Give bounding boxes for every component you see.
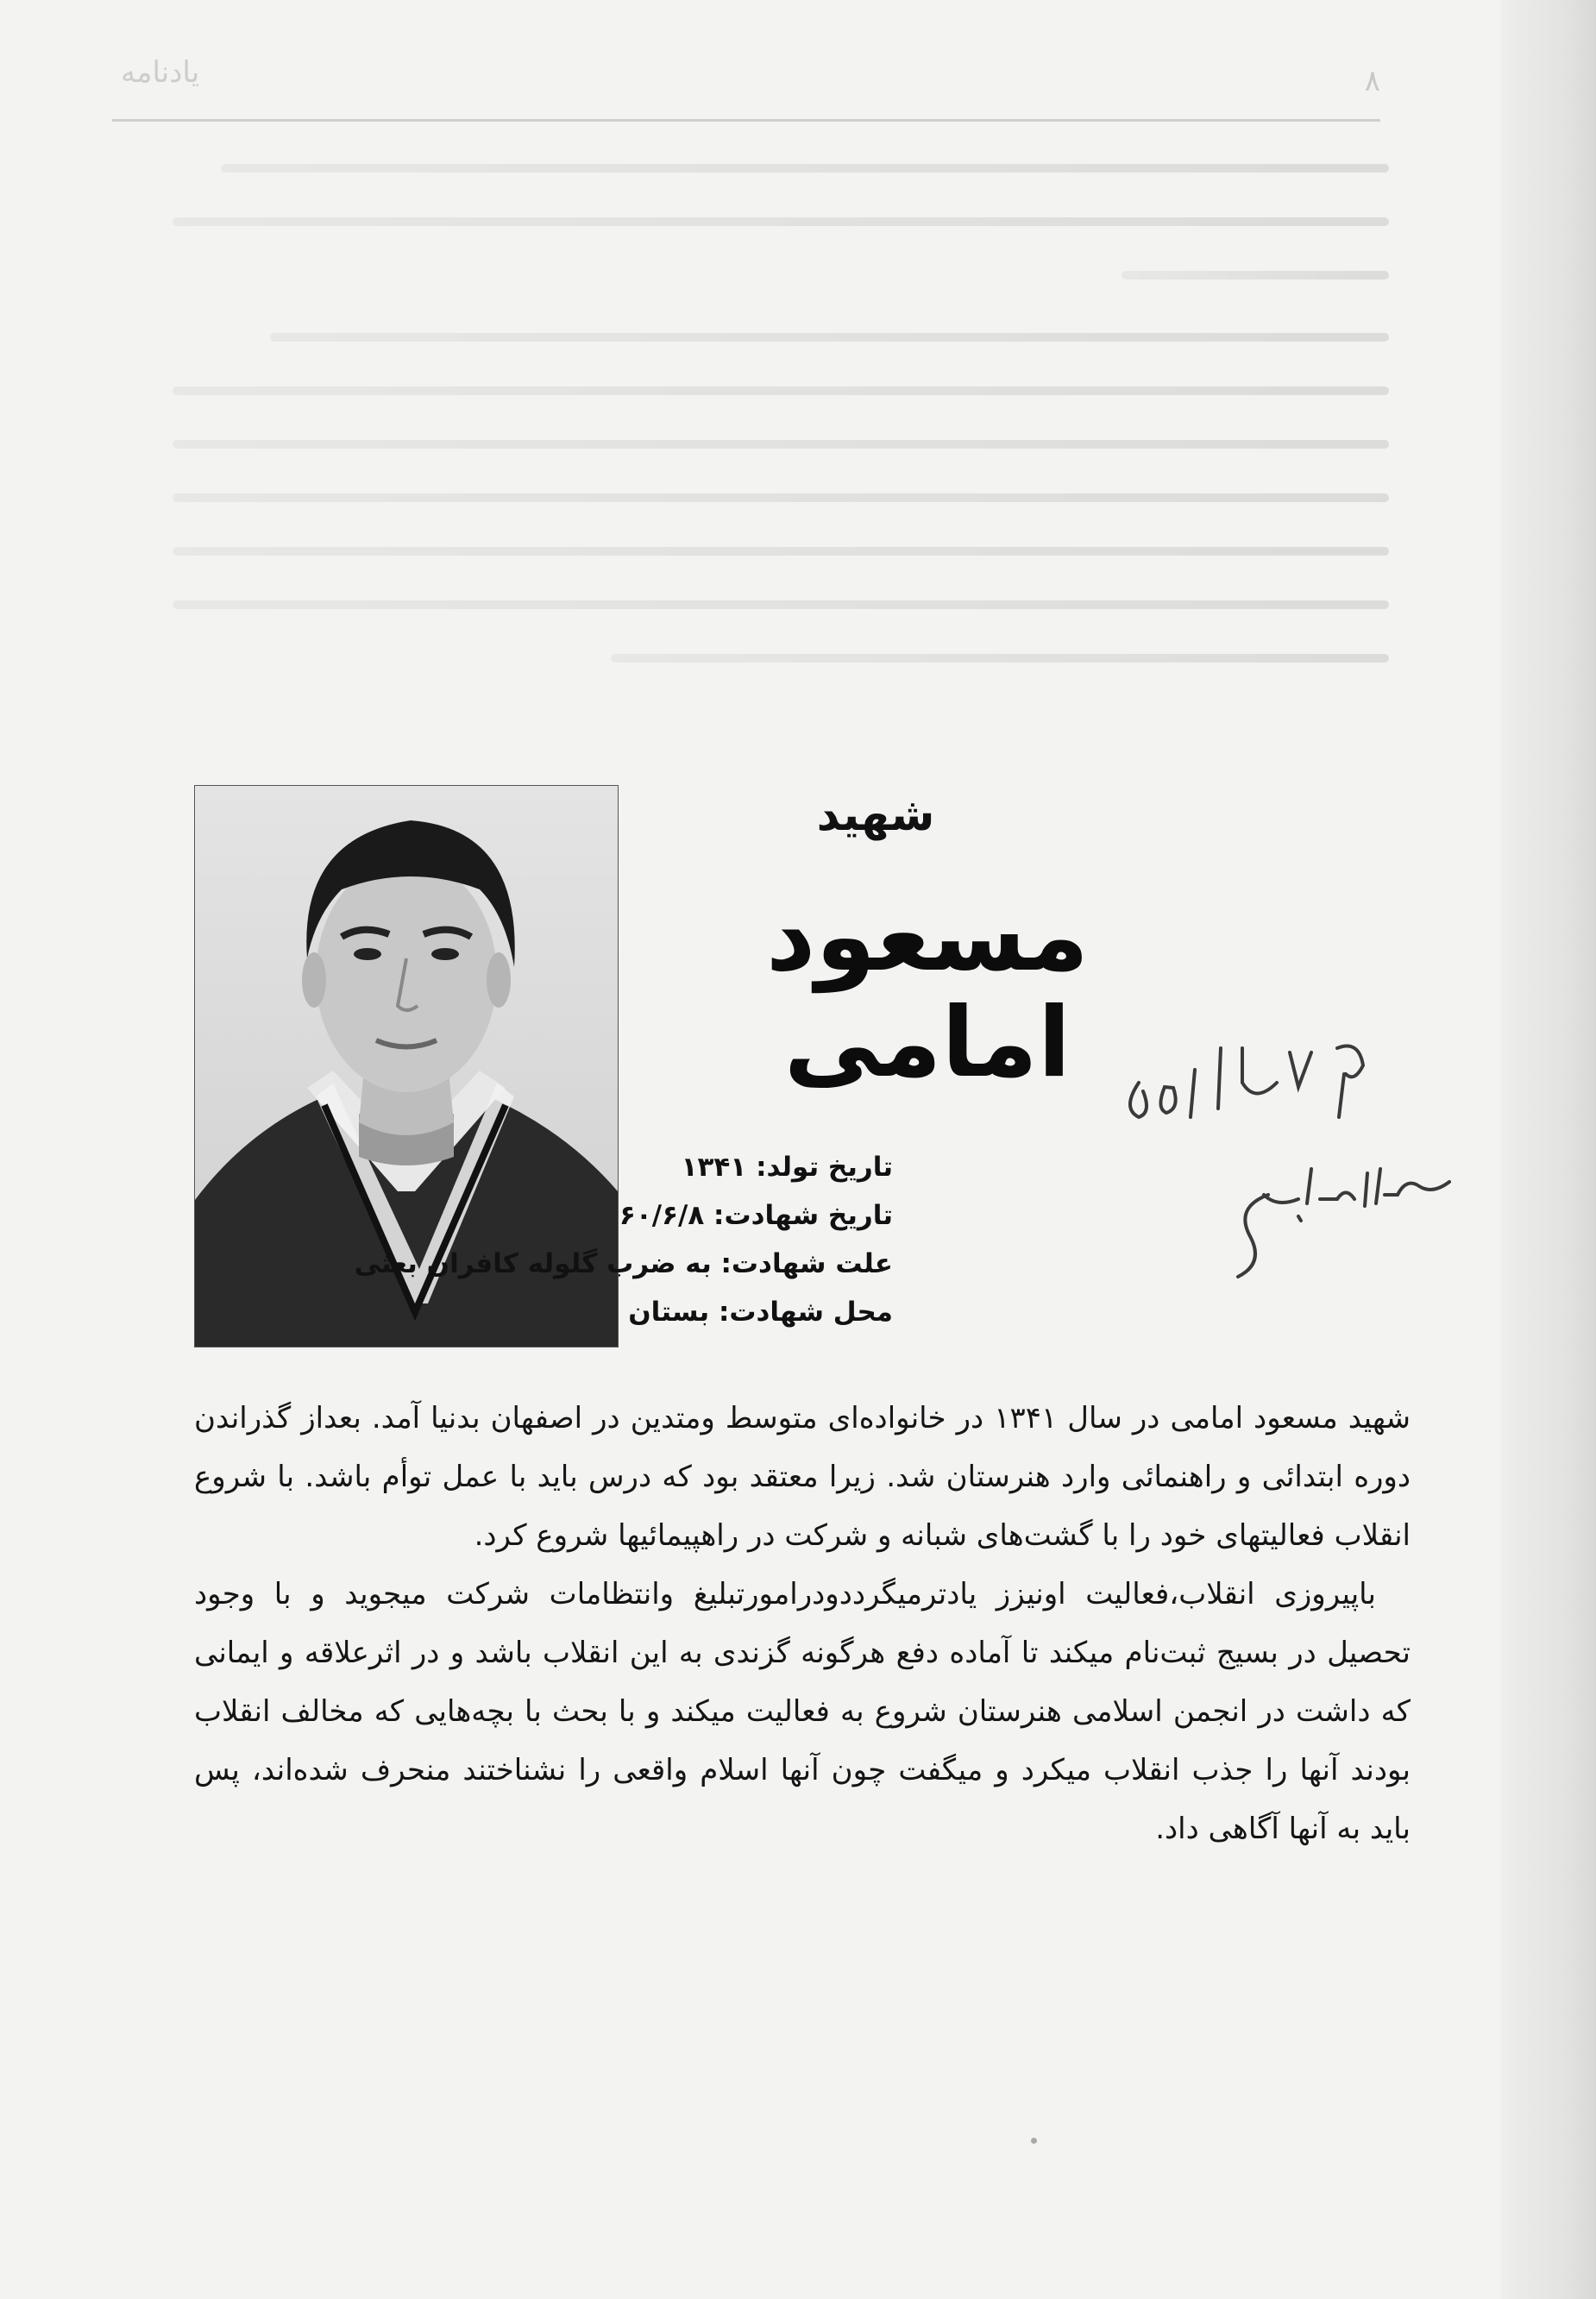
paragraph: شهید مسعود امامی در سال ۱۳۴۱ در خانواده‌ای متوسط ومتدین در اصفهان بدنیا آمد. بعداز گذراندن دوره ابتدائی و راهنمائی وارد هنرستان شد. زیرا معتقد بود که درس باید با عمل توأم باشد. با شروع انقلاب فعالیتهای خود را با گشت‌های شبانه و شرکت در راهپیمائیها شروع کرد. [194, 1401, 1411, 1553]
scan-speck [1031, 2138, 1037, 2144]
page-edge-shadow [1501, 0, 1596, 2299]
running-title: یادنامه [121, 55, 200, 90]
martyr-name: مسعود امامی [765, 881, 1090, 1100]
biographical-details [289, 1143, 893, 1336]
cause-of-martyrdom: علت شهادت: به ضرب گلوله کافران بعثی [354, 1248, 893, 1279]
martyrdom-date: تاریخ شهادت: ۶۰/۶/۸ [619, 1200, 893, 1231]
place-of-martyrdom: محل شهادت: بستان [628, 1297, 893, 1328]
handwritten-signature [1216, 1156, 1458, 1285]
paragraph: باپیروزی انقلاب،فعالیت اونیزز یادترمیگرددودرامورتبلیغ وانتظامات شرکت میجوید و با وجود تحصیل در بسیج ثبت‌نام میکند تا آماده دفع هرگونه گزندی به این انقلاب باشد و در اثرعلاقه و ایمانی که داشت در انجمن اسلامی هنرستان شروع به فعالیت میکند و با بحث با بچه‌هایی که مخالف انقلاب بودند آنها را جذب انقلاب میکرد و میگفت چون آنها اسلام واقعی را نشناختند منحرف شده‌اند، پس باید به آنها آگاهی داد. [194, 1577, 1411, 1846]
header-rule [112, 119, 1380, 122]
page-number: ۸ [1364, 64, 1380, 98]
bleed-through-text [173, 164, 1389, 707]
birth-date: تاریخ تولد: ۱۳۴۱ [681, 1152, 893, 1183]
title-label: شهید [816, 789, 935, 841]
biography-text [194, 1389, 1411, 1858]
handwritten-reference-number [1113, 1022, 1406, 1143]
